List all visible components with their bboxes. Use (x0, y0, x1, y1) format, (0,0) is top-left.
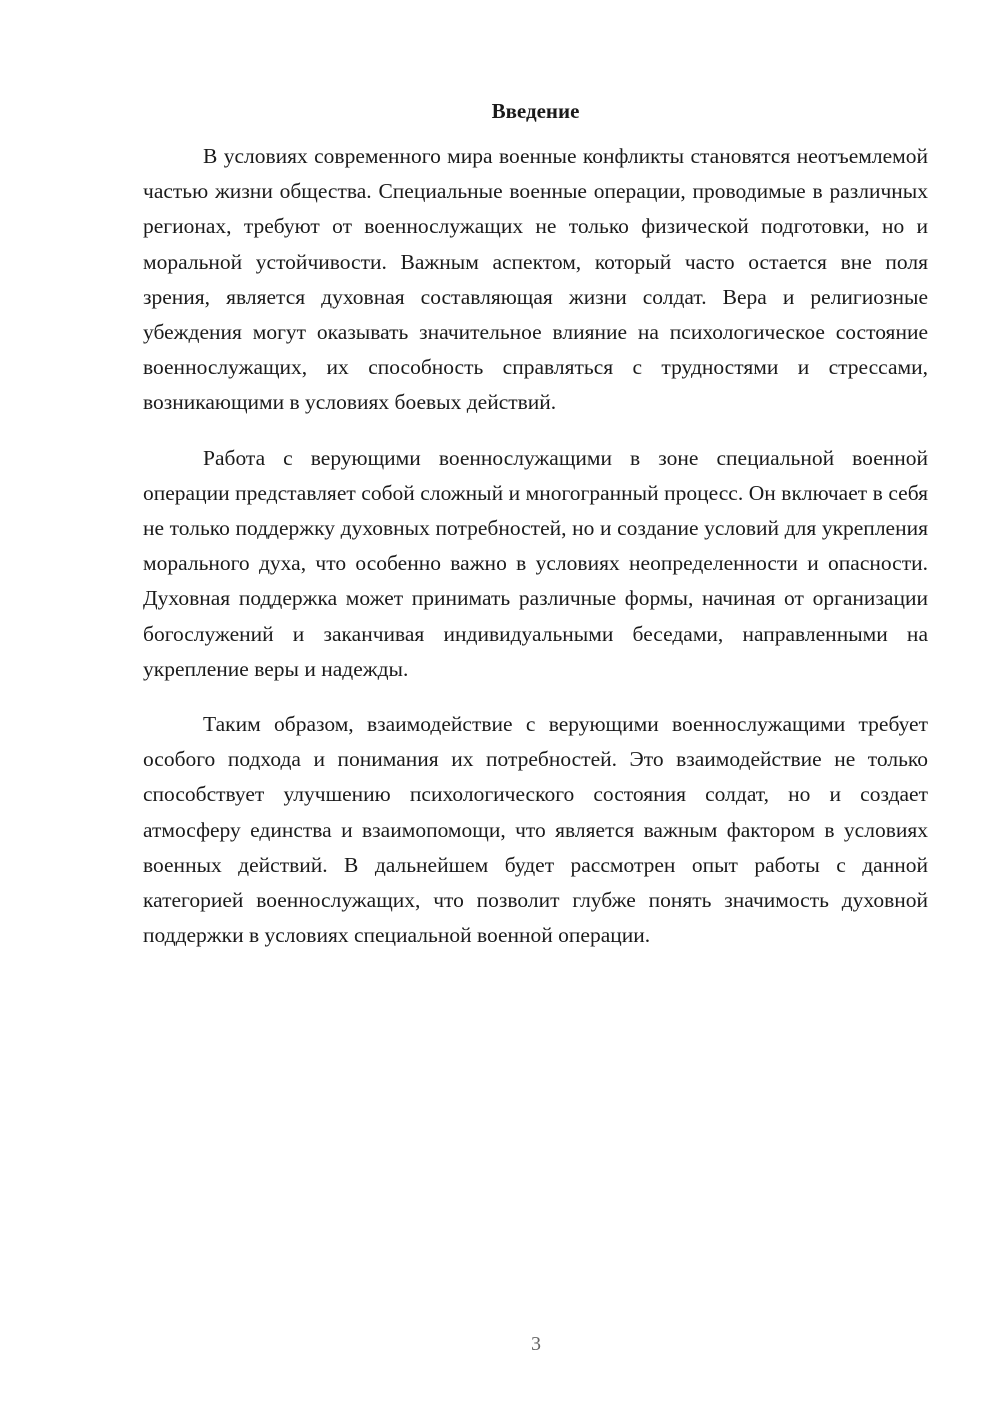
document-page (143, 96, 928, 973)
paragraph-1: В условиях современного мира военные конфликты становятся неотъемлемой частью жизни общества. Специальные военные операции, проводимые в различных регионах, требуют от военнослужащих не только физической подготовки, но и моральной устойчивости. Важным аспектом, который часто остается вне поля зрения, является духовная составляющая жизни солдат. Вера и религиозные убеждения могут оказывать значительное влияние на психологическое состояние военнослужащих, их способность справляться с трудностями и стрессами, возникающими в условиях боевых действий. (143, 144, 928, 415)
page-number: 3 (531, 1333, 541, 1355)
paragraph-2: Работа с верующими военнослужащими в зоне специальной военной операции представляет собой сложный и многогранный процесс. Он включает в себя не только поддержку духовных потребностей, но и создание условий для укрепления морального духа, что особенно важно в условиях неопределенности и опасности. Духовная поддержка может принимать различные формы, начиная от организации богослужений и заканчивая индивидуальными беседами, направленными на укрепление веры и надежды. (143, 445, 928, 681)
section-title: Введение (491, 99, 580, 123)
paragraph-3: Таким образом, взаимодействие с верующими военнослужащими требует особого подхода и понимания их потребностей. Это взаимодействие не только способствует улучшению психологического состояния солдат, но и создает атмосферу единства и взаимопомощи, что является важным фактором в условиях военных действий. В дальнейшем будет рассмотрен опыт работы с данной категорией военнослужащих, что позволит глубже понять значимость духовной поддержки в условиях специальной военной операции. (143, 712, 928, 948)
